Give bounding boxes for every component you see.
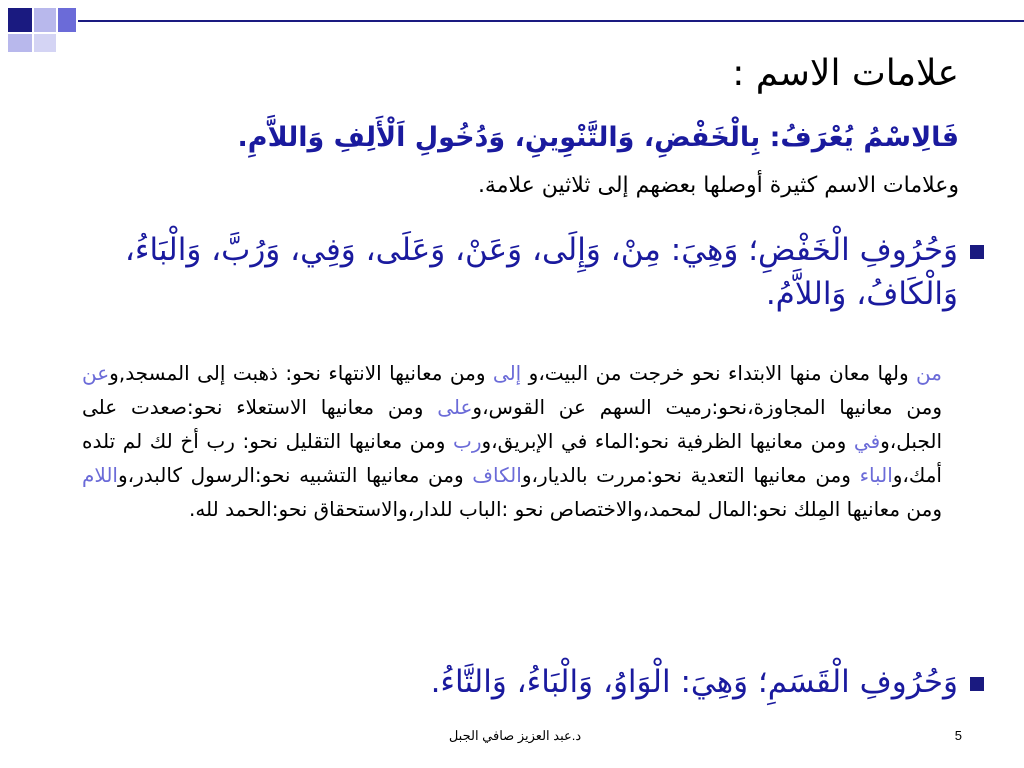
highlighted-particle: الكاف	[472, 463, 522, 487]
explanation-paragraph	[82, 356, 942, 526]
decor-square-mid	[58, 8, 76, 32]
bullet-huruf-alkhafd	[64, 228, 984, 316]
decor-square-light	[34, 34, 56, 52]
decor-square-dark	[8, 8, 32, 32]
paragraph-text: ومن معانيها المجاوزة،نحو:رميت السهم عن القوس،و	[472, 395, 942, 419]
paragraph-text: ومن معانيها المِلك نحو:المال لمحمد،والاختصاص نحو :الباب للدار،والاستحقاق نحو:الحمد لله.	[188, 497, 942, 521]
paragraph-text: ومن معانيها التعدية نحو:مررت بالديار،و	[521, 463, 860, 487]
paragraph-text: ومن معانيها الظرفية نحو:الماء في الإبريق،و	[481, 429, 854, 453]
decor-square-light	[8, 34, 32, 52]
highlighted-particle: في	[853, 429, 881, 453]
paragraph-text: ومن معانيها الاستعلاء نحو:صعدت على الجبل،و	[82, 395, 942, 453]
highlighted-particle: الباء	[859, 463, 893, 487]
slide-title: علامات الاسم :	[732, 53, 959, 94]
note-line: وعلامات الاسم كثيرة أوصلها بعضهم إلى ثلاثين علامة.	[477, 173, 959, 198]
slide-number: 5	[954, 728, 962, 743]
highlighted-particle: على	[437, 395, 473, 419]
bullet-square-icon	[970, 677, 984, 691]
bullet-text: وَحُرُوفِ الْقَسَمِ؛ وَهِيَ: الْوَاوُ، وَالْبَاءُ، وَالتَّاءُ.	[430, 664, 958, 700]
highlighted-particle: عن	[82, 361, 110, 385]
decor-square-light	[34, 8, 56, 32]
definition-line: فَالِاسْمُ يُعْرَفُ: بِالْخَفْضِ، وَالتَّنْوِينِ، وَدُخُولِ اَلْأَلِفِ وَاللاَّمِ.	[237, 122, 959, 153]
header-rule	[78, 20, 1024, 22]
paragraph-text: ومن معانيها الانتهاء نحو: ذهبت إلى المسجد,و	[109, 361, 493, 385]
footer-author: د.عبد العزيز صافي الجبل	[448, 728, 582, 743]
highlighted-particle: من	[916, 361, 942, 385]
paragraph-text: ولها معان منها الابتداء نحو خرجت من البيت،و	[521, 361, 917, 385]
bullet-huruf-alqasam	[64, 660, 984, 704]
paragraph-text: ومن معانيها التشبيه نحو:الرسول كالبدر،و	[117, 463, 473, 487]
highlighted-particle: اللام	[82, 463, 118, 487]
paragraph-text: ومن معانيها التقليل نحو: رب أخ لك لم تلده أمك،و	[82, 429, 942, 487]
bullet-square-icon	[970, 245, 984, 259]
highlighted-particle: رب	[453, 429, 482, 453]
highlighted-particle: إلى	[492, 361, 522, 385]
bullet-text: وَحُرُوفِ الْخَفْضِ؛ وَهِيَ: مِنْ، وَإِلَى، وَعَنْ، وَعَلَى، وَفِي، وَرُبَّ، وَالْبَاءُ، وَالْكَافُ، وَاللاَّمُ.	[124, 232, 958, 312]
